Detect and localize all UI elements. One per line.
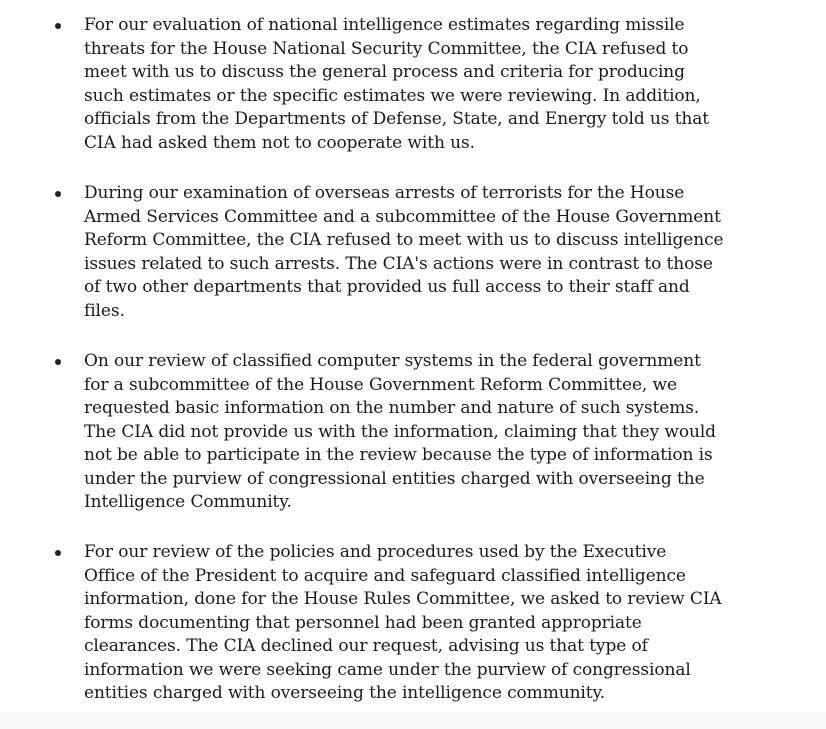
bullet-text: On our review of classified computer systems in the federal government for a subcommittee of the House Government Reform Committee, we requested basic information on the number and nature of such systems. The CIA did not provide us with the information, claiming that they would not be able to participate in the review because the type of information is under the purview of congressional entities charged with overseeing the Intelligence Community. <box>84 351 716 512</box>
page-bottom-edge <box>0 712 826 729</box>
bullet-text: During our examination of overseas arrests of terrorists for the House Armed Services Committee and a subcommittee of the House Government Reform Committee, the CIA refused to meet with us to discuss intelligence issues related to such arrests. The CIA's actions were in contrast to those of two other departments that provided us full access to their staff and files. <box>84 183 724 321</box>
bullet-text: For our evaluation of national intelligence estimates regarding missile threats for the House National Security Committee, the CIA refused to meet with us to discuss the general process and criteria for producing such estimates or the specific estimates we were reviewing. In addition, officials from the Departments of Defense, State, and Energy told us that CIA had asked them not to cooperate with us. <box>84 15 710 153</box>
bullet-text: For our review of the policies and procedures used by the Executive Office of the President to acquire and safeguard classified intelligence information, done for the House Rules Committee, we asked to review CIA forms documenting that personnel had been granted appropriate clearances. The CIA declined our request, advising us that type of information we were seeking came under the purview of congressional entities charged with overseeing the intelligence community. <box>84 542 722 703</box>
bullet-icon <box>55 191 61 197</box>
bullet-icon <box>55 359 61 365</box>
bullet-icon <box>55 23 61 29</box>
bullet-icon <box>55 550 61 556</box>
